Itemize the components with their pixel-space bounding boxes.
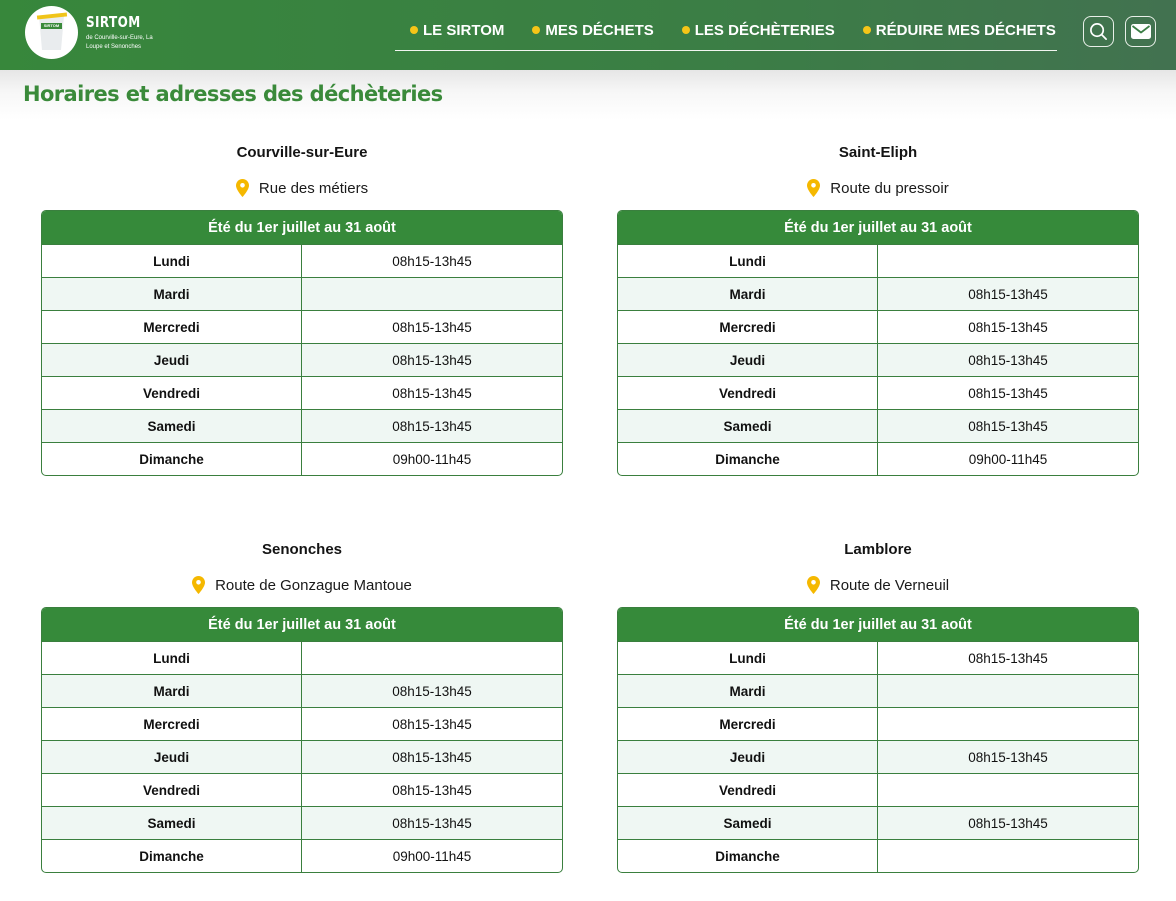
station-card-lamblore: [617, 541, 1139, 873]
bin-icon: [39, 16, 64, 50]
station-name: Lamblore: [844, 541, 912, 558]
site-header: [0, 0, 1176, 70]
table-row: [42, 244, 562, 277]
page-title: Horaires et adresses des déchèteries: [23, 82, 443, 106]
season-header: Été du 1er juillet au 31 août: [618, 608, 1138, 641]
hours-cell: 09h00-11h45: [878, 442, 1138, 475]
table-row: [618, 839, 1138, 872]
nav-item-label: LES DÉCHÈTERIES: [694, 21, 835, 39]
hours-cell: 08h15-13h45: [878, 806, 1138, 839]
table-row: [618, 376, 1138, 409]
station-card-senonches: [41, 541, 563, 873]
day-cell: Mardi: [42, 277, 302, 310]
day-cell: Vendredi: [618, 773, 878, 806]
table-row: [618, 310, 1138, 343]
hours-cell: 08h15-13h45: [878, 277, 1138, 310]
bullet-icon: [863, 26, 871, 34]
table-row: [618, 806, 1138, 839]
table-row: [42, 806, 562, 839]
address-text: Rue des métiers: [258, 179, 369, 197]
address-text: Route du pressoir: [830, 179, 949, 197]
day-cell: Lundi: [618, 641, 878, 674]
day-cell: Lundi: [42, 641, 302, 674]
hours-cell: 08h15-13h45: [302, 707, 562, 740]
map-pin-icon: [807, 179, 820, 197]
nav-item-label: RÉDUIRE MES DÉCHETS: [875, 21, 1056, 39]
hours-cell: 08h15-13h45: [302, 409, 562, 442]
hours-cell: 08h15-13h45: [302, 773, 562, 806]
station-address: [617, 178, 1139, 198]
day-cell: Mercredi: [42, 310, 302, 343]
season-header: Été du 1er juillet au 31 août: [42, 211, 562, 244]
day-cell: Mercredi: [42, 707, 302, 740]
hours-cell: 08h15-13h45: [878, 641, 1138, 674]
day-cell: Samedi: [42, 409, 302, 442]
station-name: Senonches: [261, 541, 343, 558]
nav-item-label: MES DÉCHETS: [545, 21, 654, 39]
station-address: [41, 178, 563, 198]
day-cell: Jeudi: [618, 740, 878, 773]
day-cell: Dimanche: [42, 839, 302, 872]
season-header: Été du 1er juillet au 31 août: [42, 608, 562, 641]
bullet-icon: [532, 26, 540, 34]
day-cell: Mercredi: [618, 707, 878, 740]
address-text: Route de Verneuil: [829, 576, 950, 594]
day-cell: Jeudi: [618, 343, 878, 376]
table-row: [42, 839, 562, 872]
station-address: [617, 575, 1139, 595]
hours-cell: 08h15-13h45: [878, 376, 1138, 409]
map-pin-icon: [236, 179, 249, 197]
table-row: [618, 277, 1138, 310]
hours-cell: [878, 674, 1138, 707]
table-row: [42, 773, 562, 806]
hours-cell: 08h15-13h45: [302, 376, 562, 409]
nav-item-reduire-mes-dechets[interactable]: [863, 22, 1056, 39]
table-row: [618, 707, 1138, 740]
schedule-table: [41, 607, 563, 873]
day-cell: Vendredi: [618, 376, 878, 409]
logo[interactable]: [25, 6, 78, 59]
season-header: Été du 1er juillet au 31 août: [618, 211, 1138, 244]
hours-cell: 08h15-13h45: [302, 740, 562, 773]
hours-cell: 08h15-13h45: [878, 409, 1138, 442]
brand-subtitle: de Courville-sur-Eure, La Loupe et Senonches: [86, 35, 153, 50]
hours-cell: 08h15-13h45: [302, 674, 562, 707]
table-row: [618, 740, 1138, 773]
table-row: [618, 773, 1138, 806]
station-card-courville: [41, 144, 563, 476]
table-row: [42, 707, 562, 740]
hours-cell: 08h15-13h45: [878, 343, 1138, 376]
table-row: [42, 674, 562, 707]
hours-cell: 08h15-13h45: [302, 806, 562, 839]
nav-item-le-sirtom[interactable]: [410, 22, 504, 39]
search-button[interactable]: [1083, 16, 1114, 47]
day-cell: Samedi: [618, 409, 878, 442]
day-cell: Mercredi: [618, 310, 878, 343]
station-name: Courville-sur-Eure: [236, 144, 368, 161]
day-cell: Mardi: [42, 674, 302, 707]
day-cell: Jeudi: [42, 343, 302, 376]
hours-cell: 09h00-11h45: [302, 442, 562, 475]
schedule-table: [41, 210, 563, 476]
day-cell: Samedi: [42, 806, 302, 839]
day-cell: Samedi: [618, 806, 878, 839]
station-name: Saint-Eliph: [838, 144, 918, 161]
station-card-saint-eliph: [617, 144, 1139, 476]
table-row: [618, 442, 1138, 475]
table-row: [42, 641, 562, 674]
station-address: [41, 575, 563, 595]
day-cell: Jeudi: [42, 740, 302, 773]
bullet-icon: [410, 26, 418, 34]
address-text: Route de Gonzague Mantoue: [215, 576, 412, 594]
schedule-table: [617, 210, 1139, 476]
day-cell: Mardi: [618, 674, 878, 707]
table-row: [618, 674, 1138, 707]
day-cell: Dimanche: [618, 442, 878, 475]
day-cell: Lundi: [618, 244, 878, 277]
brand-name[interactable]: SIRTOM: [86, 13, 141, 31]
mail-icon: [1131, 24, 1151, 39]
day-cell: Dimanche: [618, 839, 878, 872]
table-row: [42, 310, 562, 343]
table-row: [42, 277, 562, 310]
logo-label: SIRTOM: [41, 23, 62, 29]
contact-button[interactable]: [1125, 16, 1156, 47]
day-cell: Vendredi: [42, 376, 302, 409]
nav-item-label: LE SIRTOM: [423, 21, 505, 39]
table-row: [42, 740, 562, 773]
day-cell: Vendredi: [42, 773, 302, 806]
schedule-table: [617, 607, 1139, 873]
table-row: [42, 409, 562, 442]
hours-cell: [302, 641, 562, 674]
day-cell: Mardi: [618, 277, 878, 310]
table-row: [42, 376, 562, 409]
table-row: [618, 409, 1138, 442]
hours-cell: [878, 773, 1138, 806]
hours-cell: 08h15-13h45: [878, 310, 1138, 343]
hours-cell: 08h15-13h45: [302, 310, 562, 343]
table-row: [42, 343, 562, 376]
bullet-icon: [682, 26, 690, 34]
hours-cell: [302, 277, 562, 310]
table-row: [618, 641, 1138, 674]
table-row: [42, 442, 562, 475]
search-icon: [1089, 22, 1108, 41]
nav-item-les-decheteries[interactable]: [682, 22, 835, 39]
hours-cell: [878, 839, 1138, 872]
hours-cell: 08h15-13h45: [878, 740, 1138, 773]
table-row: [618, 343, 1138, 376]
map-pin-icon: [192, 576, 205, 594]
day-cell: Lundi: [42, 244, 302, 277]
main-nav: [395, 0, 1057, 51]
day-cell: Dimanche: [42, 442, 302, 475]
map-pin-icon: [807, 576, 820, 594]
nav-item-mes-dechets[interactable]: [532, 22, 653, 39]
hours-cell: 08h15-13h45: [302, 343, 562, 376]
hours-cell: [878, 244, 1138, 277]
table-row: [618, 244, 1138, 277]
hours-cell: 08h15-13h45: [302, 244, 562, 277]
hours-cell: [878, 707, 1138, 740]
hours-cell: 09h00-11h45: [302, 839, 562, 872]
